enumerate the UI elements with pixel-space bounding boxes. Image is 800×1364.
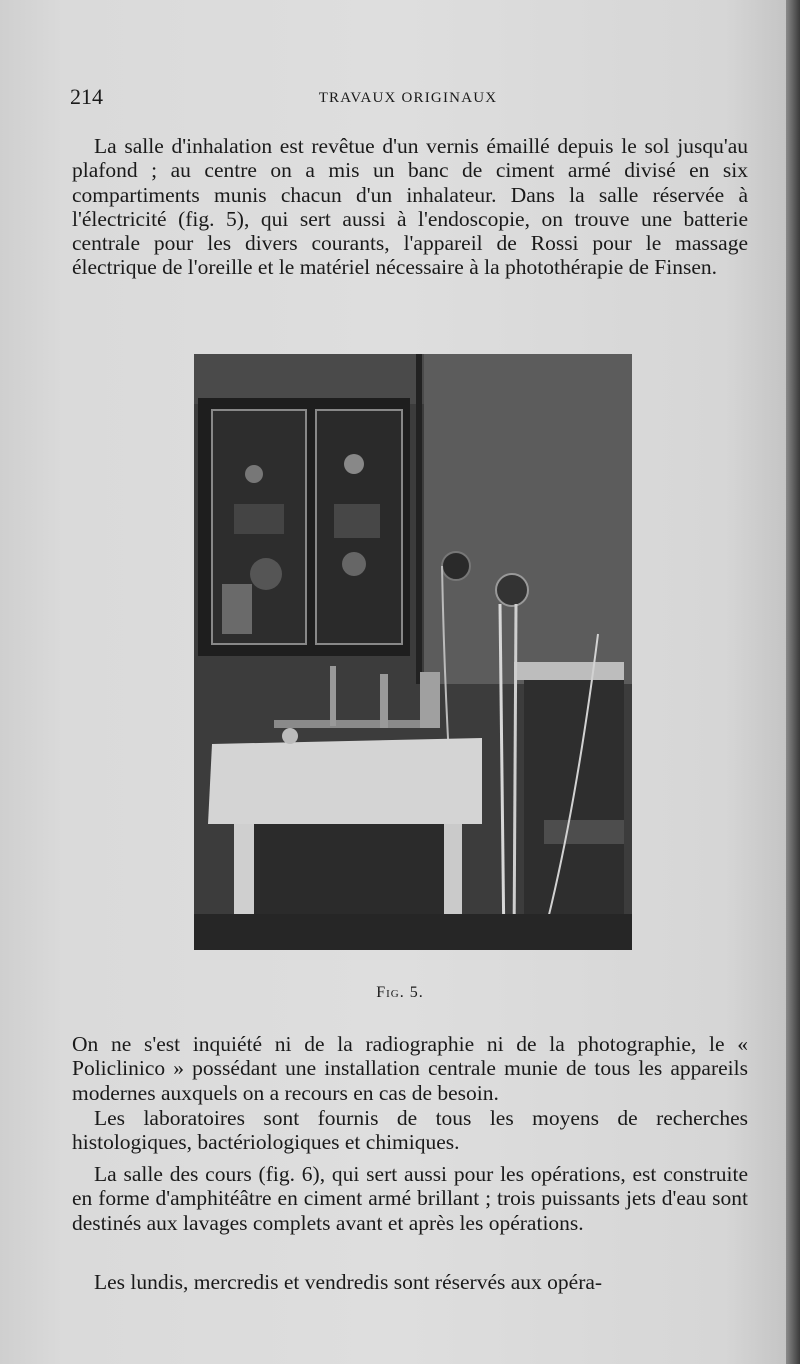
page-number: 214 — [70, 84, 103, 109]
paragraph-operation-days: Les lundis, mercredis et vendredis sont réservés aux opéra- — [94, 1270, 603, 1294]
page-edge-shadow — [786, 0, 800, 1364]
paragraph-laboratories: Les laboratoires sont fournis de tous les moyens de recherches histologiques, bactériologiques et chimiques. — [72, 1106, 748, 1155]
paragraph-electricity-room: La salle d'inhalation est revêtue d'un vernis émaillé depuis le sol jusqu'au plafond ; au centre on a mis un banc de ciment armé divisé en six compartiments munis chacun d'un inhalateur. Dans la salle réservée à l'électricité (fig. 5), qui sert aussi à l'endoscopie, on trouve une batterie centrale pour les divers courants, l'appareil de Rossi pour le massage électrique de l'oreille et le matériel nécessaire à la photothérapie de Finsen. — [72, 134, 748, 280]
paragraph-radiography: On ne s'est inquiété ni de la radiographie ni de la photographie, le « Policlinico » possédant une installation centrale munie de tous les appareils modernes auxquels on a recours en cas de besoin. — [72, 1032, 748, 1105]
running-title: TRAVAUX ORIGINAUX — [318, 90, 498, 106]
figure-photograph — [194, 354, 632, 950]
electrotherapy-room-photo — [194, 354, 632, 950]
paragraph-lecture-hall: La salle des cours (fig. 6), qui sert aussi pour les opérations, est construite en forme d'amphitéâtre en ciment armé brillant ; trois puissants jets d'eau sont destinés aux lavages complets avant et après les opérations. — [72, 1162, 748, 1235]
figure-caption: Fig. 5. — [376, 984, 424, 1001]
page-header — [70, 84, 746, 114]
